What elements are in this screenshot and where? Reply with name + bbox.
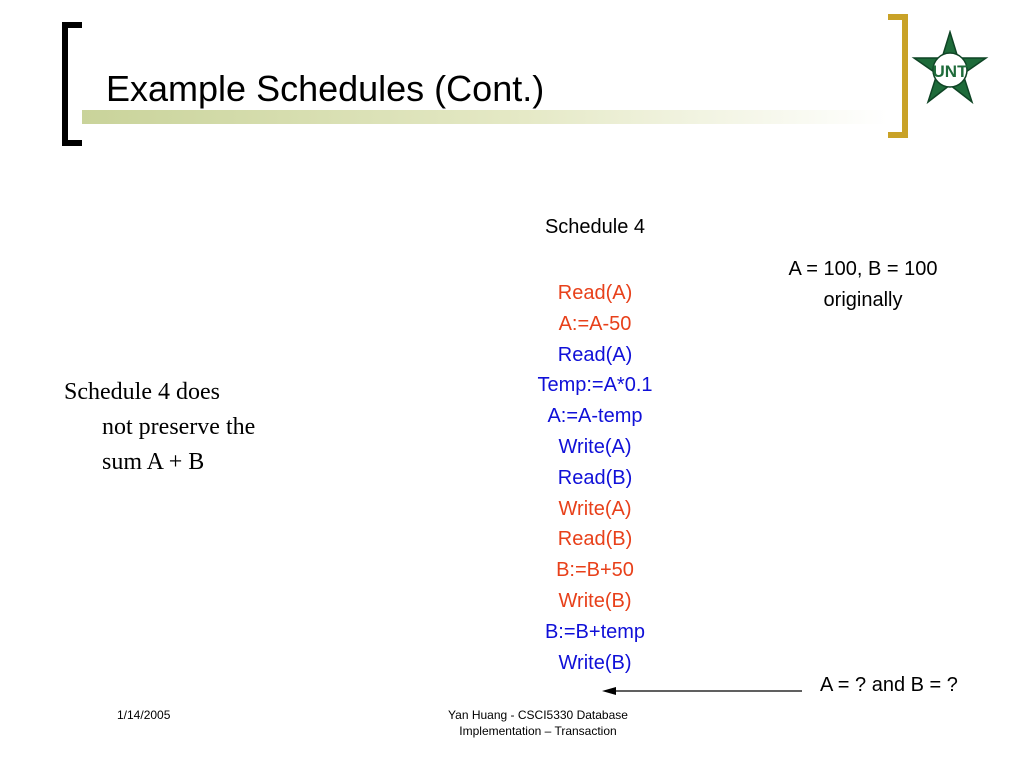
right-bracket-decoration: [888, 14, 908, 138]
footer-credit-line: Yan Huang - CSCI5330 Database: [448, 708, 628, 722]
pointer-arrow: [600, 681, 806, 701]
schedule-operation: Read(B): [557, 528, 633, 551]
schedule-title: Schedule 4: [544, 216, 646, 238]
schedule-operations-list: [480, 278, 710, 678]
schedule-operation: B:=B+50: [556, 559, 634, 582]
left-bracket-decoration: [62, 22, 82, 146]
title-underline-rule: [82, 110, 888, 124]
footer-date: 1/14/2005: [117, 708, 171, 722]
schedule-operation: Write(B): [558, 589, 632, 612]
initial-values-note: [748, 254, 978, 316]
conclusion-note: [64, 375, 324, 480]
conclusion-line: sum A + B: [102, 449, 205, 475]
schedule-operation: B:=B+temp: [544, 620, 646, 643]
schedule-operation: Read(A): [557, 282, 633, 304]
logo-text: UNT: [932, 62, 968, 81]
schedule-operation: Write(A): [558, 497, 632, 520]
initial-values-line: originally: [823, 289, 903, 311]
unt-logo: [910, 30, 990, 110]
schedule-operation: Temp:=A*0.1: [537, 374, 653, 397]
schedule-operation: A:=A-50: [558, 312, 632, 335]
schedule-operation: A:=A-temp: [547, 405, 643, 428]
slide-title: Example Schedules (Cont.): [106, 68, 545, 109]
schedule-operation: Read(A): [557, 343, 633, 366]
footer-credit-line: Implementation – Transaction: [459, 724, 617, 738]
conclusion-line: not preserve the: [102, 414, 256, 440]
footer-credit: [400, 707, 676, 739]
schedule-operation: Write(A): [558, 435, 632, 458]
schedule-operation: Read(B): [557, 466, 633, 489]
schedule-operation: Write(B): [558, 651, 632, 674]
result-question: A = ? and B = ?: [820, 674, 958, 696]
initial-values-line: A = 100, B = 100: [788, 258, 938, 280]
conclusion-line: Schedule 4 does: [64, 379, 220, 405]
